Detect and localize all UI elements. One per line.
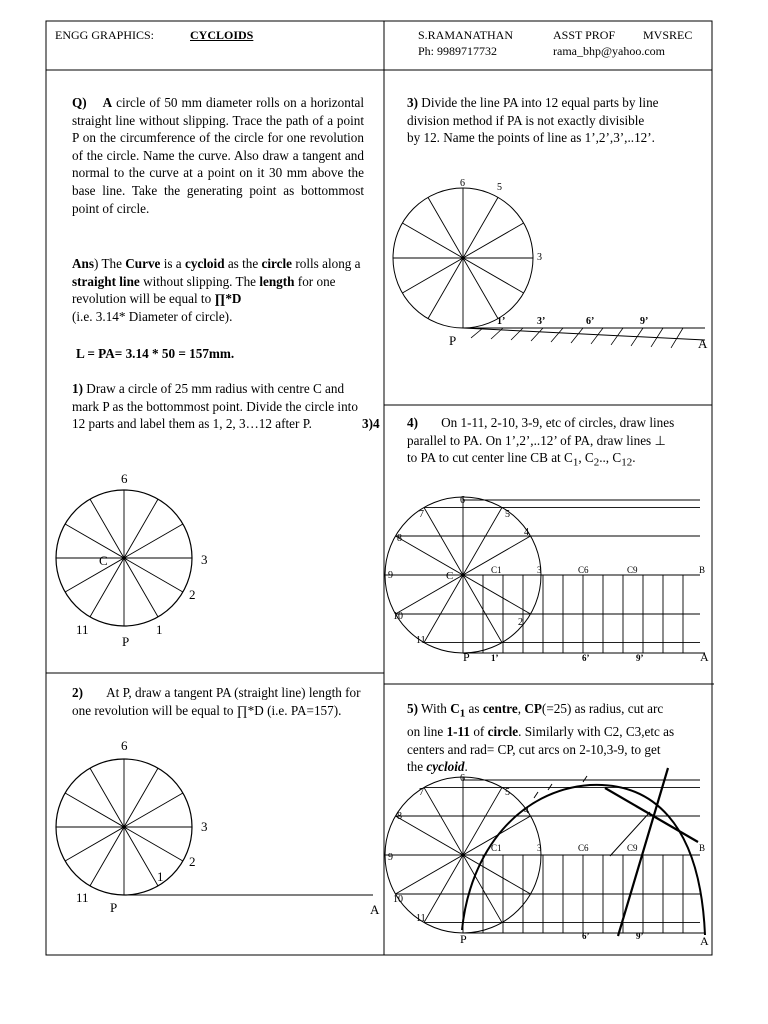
answer-formula: L = PA= 3.14 * 50 = 157mm.	[76, 346, 235, 361]
label-C6: C6	[578, 843, 589, 853]
label-1prime: 1’	[497, 316, 506, 327]
label-10: 10	[393, 611, 403, 622]
step-ref: 3)4	[362, 416, 380, 431]
answer-text: Ans) The Curve is a cycloid as the circle rolls along a straight line without slipping. The length for one revolution will be equal to ∏*D (i.e. 3.14* Diameter of circle).	[72, 256, 361, 324]
label-C6: C6	[578, 565, 589, 575]
label-5: 5	[505, 509, 510, 520]
step3-text: 3) Divide the line PA into 12 equal parts by line division method if PA is not exactly divisible by 12. Name the points of line as 1’,2’,3’,..12’.	[407, 95, 659, 146]
step2-text: 2) At P, draw a tangent PA (straight line) length for one revolution will be equal to ∏*D (i.e. PA=157).	[72, 685, 361, 718]
label-P: P	[122, 634, 130, 649]
label-6: 6	[460, 495, 465, 506]
label-A: A	[700, 934, 709, 948]
label-6: 6	[121, 738, 128, 753]
label-5: 5	[497, 182, 502, 193]
label-6: 6	[460, 178, 465, 189]
label-9: 9	[388, 570, 393, 581]
label-C9: C9	[627, 843, 638, 853]
cycloid-curve	[462, 785, 705, 935]
label-3prime: 3’	[537, 316, 546, 327]
label-C9: C9	[627, 565, 638, 575]
question-text: Q) A circle of 50 mm diameter rolls on a horizontal straight line without slipping. Trace the path of a point P on the circumference of the circle for one revolution of the circle. Name the curve. Also draw a tangent and normal to the curve at a point on it 30 mm above the base line. Take the generating point as bottommost point of circle.	[72, 95, 365, 216]
label-8: 8	[397, 811, 402, 822]
label-8: 8	[397, 533, 402, 544]
header-phone: Ph: 9989717732	[418, 44, 498, 58]
step5-text: 5) With $C_1$ as centre, CP(=25) as radius, cut arc on line 1-11 of circle. Similarly with C2, C3,etc as centers and rad= CP, cut arcs on 2-10,3-9, to get the cycloid.	[407, 701, 675, 775]
label-11: 11	[416, 635, 426, 646]
label-P: P	[463, 650, 470, 664]
label-2: 2	[518, 617, 523, 628]
header-email: rama_bhp@yahoo.com	[553, 44, 666, 58]
tangent-line	[605, 788, 698, 842]
label-6prime: 6’	[582, 931, 590, 941]
label-4: 4	[524, 527, 529, 538]
label-1prime: 1’	[491, 653, 499, 663]
label-6prime: 6’	[582, 653, 590, 663]
label-1: 1	[157, 869, 164, 884]
label-C: C	[99, 553, 108, 568]
label-6: 6	[460, 773, 465, 784]
label-P: P	[449, 333, 457, 348]
label-A: A	[698, 336, 708, 351]
label-3: 3	[537, 843, 542, 853]
header-topic: CYCLOIDS	[190, 28, 254, 42]
label-9: 9	[388, 852, 393, 863]
label-11: 11	[76, 890, 89, 905]
label-C: C	[446, 570, 454, 582]
label-3: 3	[201, 552, 208, 567]
label-10: 10	[393, 894, 403, 905]
header-author: S.RAMANATHAN	[418, 28, 514, 42]
step1-text: 1) Draw a circle of 25 mm radius with centre C and mark P as the bottommost point. Divide the circle into 12 parts and label them as 1, 2, 3…12 after P.	[72, 381, 358, 432]
label-9prime: 9’	[636, 931, 644, 941]
label-C1: C1	[491, 843, 502, 853]
label-P: P	[110, 900, 118, 915]
label-4: 4	[524, 805, 529, 816]
label-7: 7	[419, 509, 424, 520]
label-2: 2	[189, 854, 196, 869]
label-9prime: 9’	[640, 316, 649, 327]
label-6: 6	[121, 471, 128, 486]
label-A: A	[370, 902, 380, 917]
label-11: 11	[76, 622, 89, 637]
label-3: 3	[537, 252, 542, 263]
label-6prime: 6’	[586, 316, 595, 327]
label-3: 3	[201, 819, 208, 834]
label-C1: C1	[491, 565, 502, 575]
header-designation: ASST PROF	[553, 28, 616, 42]
label-2: 2	[189, 587, 196, 602]
label-11: 11	[416, 913, 426, 924]
label-7: 7	[419, 787, 424, 798]
label-A: A	[700, 650, 709, 664]
header-college: MVSREC	[643, 28, 693, 42]
label-P: P	[460, 932, 467, 946]
header-title: ENGG GRAPHICS:	[55, 28, 155, 42]
label-5: 5	[505, 787, 510, 798]
step4-text: 4) On 1-11, 2-10, 3-9, etc of circles, draw lines parallel to PA. On 1’,2’,..12’ of PA, draw lines ⊥ to PA to cut center line CB at $C_1$, $C_2$.., $C_{12}$.	[407, 415, 675, 469]
label-B: B	[699, 565, 706, 575]
label-9prime: 9’	[636, 653, 644, 663]
label-3: 3	[537, 565, 542, 575]
label-1: 1	[156, 622, 163, 637]
label-B: B	[699, 843, 706, 853]
